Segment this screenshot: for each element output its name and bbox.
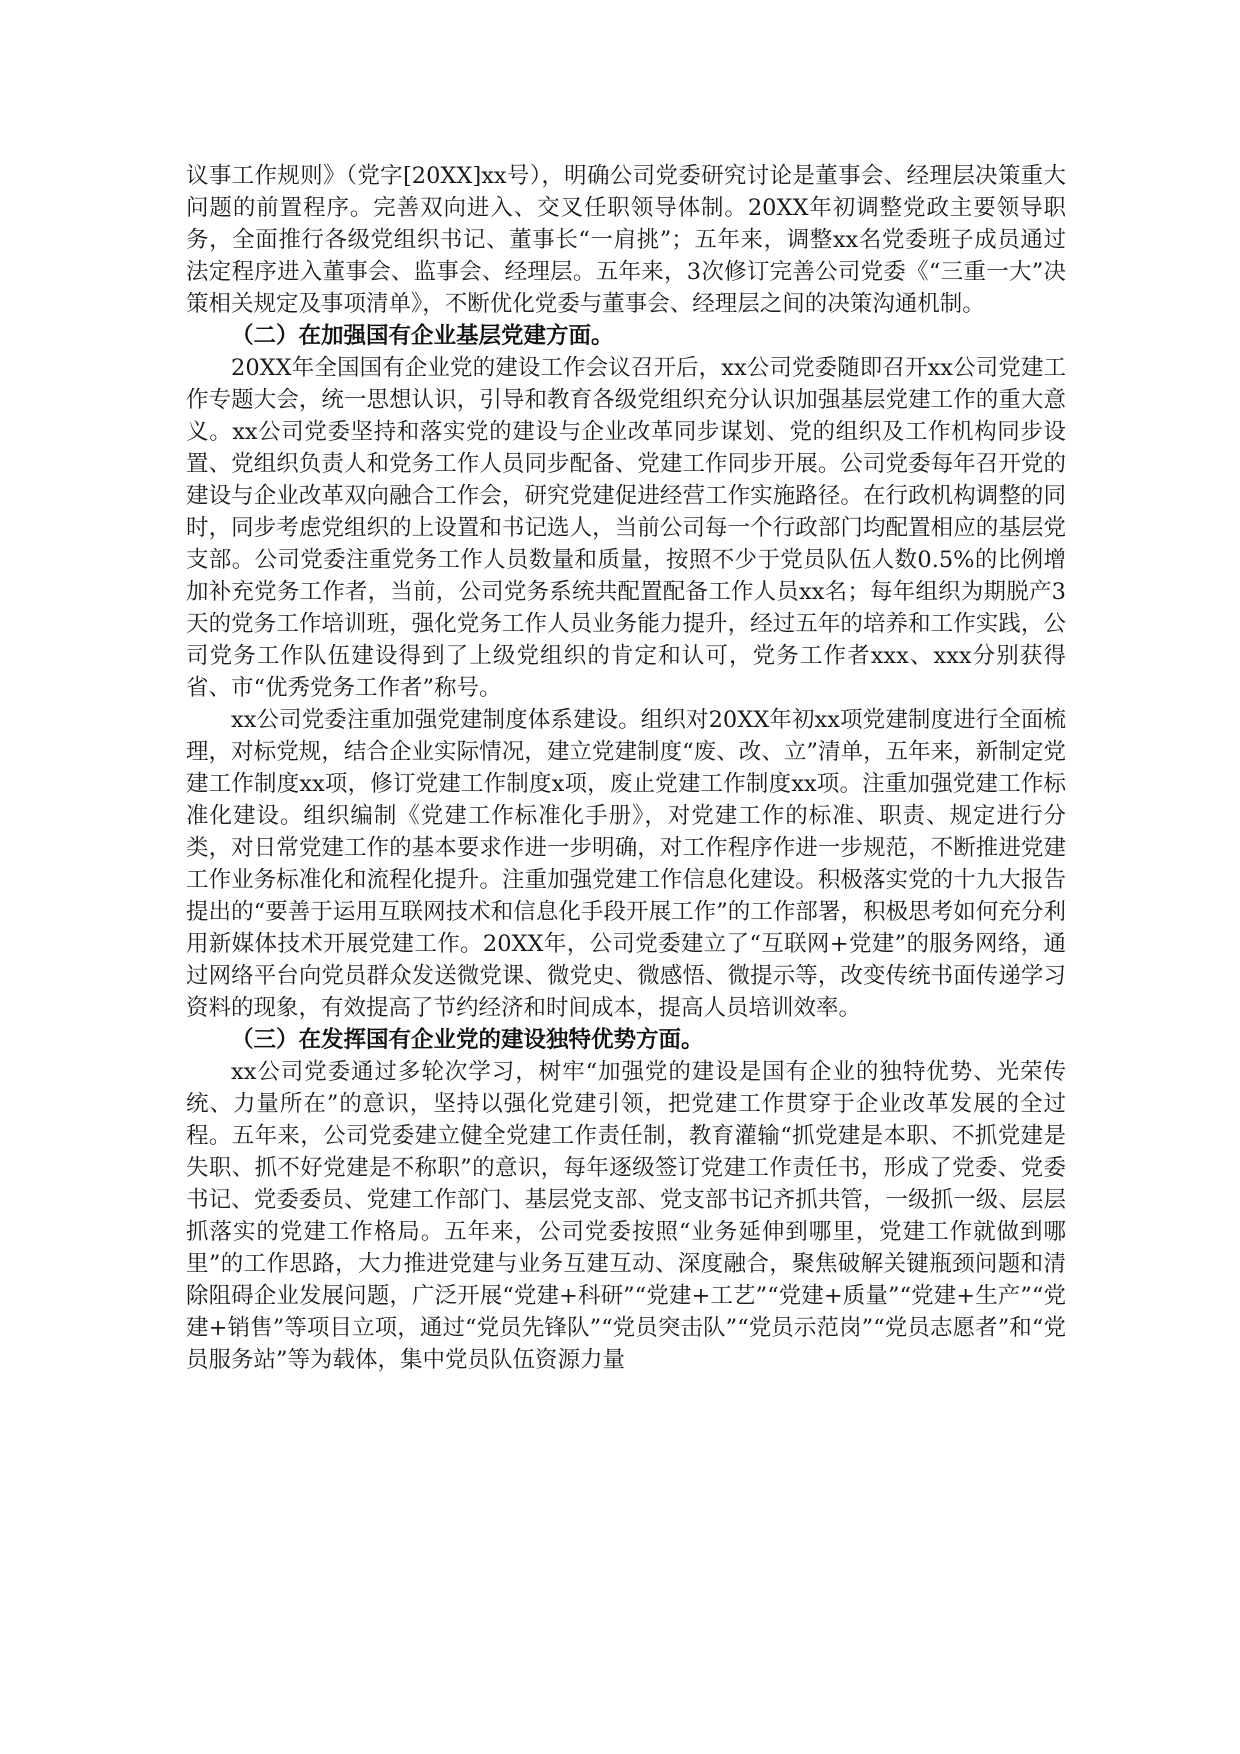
paragraph-rules-continuation: 议事工作规则》（党字[20XX]xx号），明确公司党委研究讨论是董事会、经理层决策重大问题的前置程序。完善双向进入、交叉任职领导体制。20XX年初调整党政主要领导职务，全面推行各级党组织书记、董事长“一肩挑”；五年来，调整xx名党委班子成员通过法定程序进入董事会、监事会、经理层。五年来，3次修订完善公司党委《“三重一大”决策相关规定及事项清单》，不断优化党委与董事会、经理层之间的决策沟通机制。 <box>186 163 1066 317</box>
paragraph-institution-building: xx公司党委注重加强党建制度体系建设。组织对20XX年初xx项党建制度进行全面梳理，对标党规，结合企业实际情况，建立党建制度“废、改、立”清单，五年来，新制定党建工作制度xx项，修订党建工作制度x项，废止党建工作制度xx项。注重加强党建工作标准化建设。组织编制《党建工作标准化手册》，对党建工作的标准、职责、规定进行分类，对日常党建工作的基本要求作进一步明确，对工作程序作进一步规范，不断推进党建工作业务标准化和流程化提升。注重加强党建工作信息化建设。积极落实党的十九大报告提出的“要善于运用互联网技术和信息化手段开展工作”的工作部署，积极思考如何充分利用新媒体技术开展党建工作。20XX年，公司党委建立了“互联网+党建”的服务网络，通过网络平台向党员群众发送微党课、微党史、微感悟、微提示等，改变传统书面传递学习资料的现象，有效提高了节约经济和时间成本，提高人员培训效率。 <box>186 707 1066 1021</box>
document-body <box>186 160 1066 1376</box>
section-heading-3: （三）在发挥国有企业党的建设独特优势方面。 <box>231 1027 704 1053</box>
paragraph-unique-advantages: xx公司党委通过多轮次学习，树牢“加强党的建设是国有企业的独特优势、光荣传统、力量所在”的意识，坚持以强化党建引领，把党建工作贯穿于企业改革发展的全过程。五年来，公司党委建立健全党建工作责任制，教育灌输“抓党建是本职、不抓党建是失职、抓不好党建是不称职”的意识，每年逐级签订党建工作责任书，形成了党委、党委书记、党委委员、党建工作部门、基层党支部、党支部书记齐抓共管，一级抓一级、层层抓落实的党建工作格局。五年来，公司党委按照“业务延伸到哪里，党建工作就做到哪里”的工作思路，大力推进党建与业务互建互动、深度融合，聚焦破解关键瓶颈问题和清除阻碍企业发展问题，广泛开展“党建+科研”“党建+工艺”“党建+质量”“党建+生产”“党建+销售”等项目立项，通过“党员先锋队”“党员突击队”“党员示范岗”“党员志愿者”和“党员服务站”等为载体，集中党员队伍资源力量 <box>186 1059 1066 1373</box>
paragraph-grassroots-party-building: 20XX年全国国有企业党的建设工作会议召开后，xx公司党委随即召开xx公司党建工作专题大会，统一思想认识，引导和教育各级党组织充分认识加强基层党建工作的重大意义。xx公司党委坚持和落实党的建设与企业改革同步谋划、党的组织及工作机构同步设置、党组织负责人和党务工作人员同步配备、党建工作同步开展。公司党委每年召开党的建设与企业改革双向融合工作会，研究党建促进经营工作实施路径。在行政机构调整的同时，同步考虑党组织的上设置和书记选人，当前公司每一个行政部门均配置相应的基层党支部。公司党委注重党务工作人员数量和质量，按照不少于党员队伍人数0.5%的比例增加补充党务工作者，当前，公司党务系统共配置配备工作人员xx名；每年组织为期脱产3天的党务工作培训班，强化党务工作人员业务能力提升，经过五年的培养和工作实践，公司党务工作队伍建设得到了上级党组织的肯定和认可，党务工作者xxx、xxx分别获得省、市“优秀党务工作者”称号。 <box>186 355 1066 701</box>
section-heading-2: （二）在加强国有企业基层党建方面。 <box>231 323 614 349</box>
